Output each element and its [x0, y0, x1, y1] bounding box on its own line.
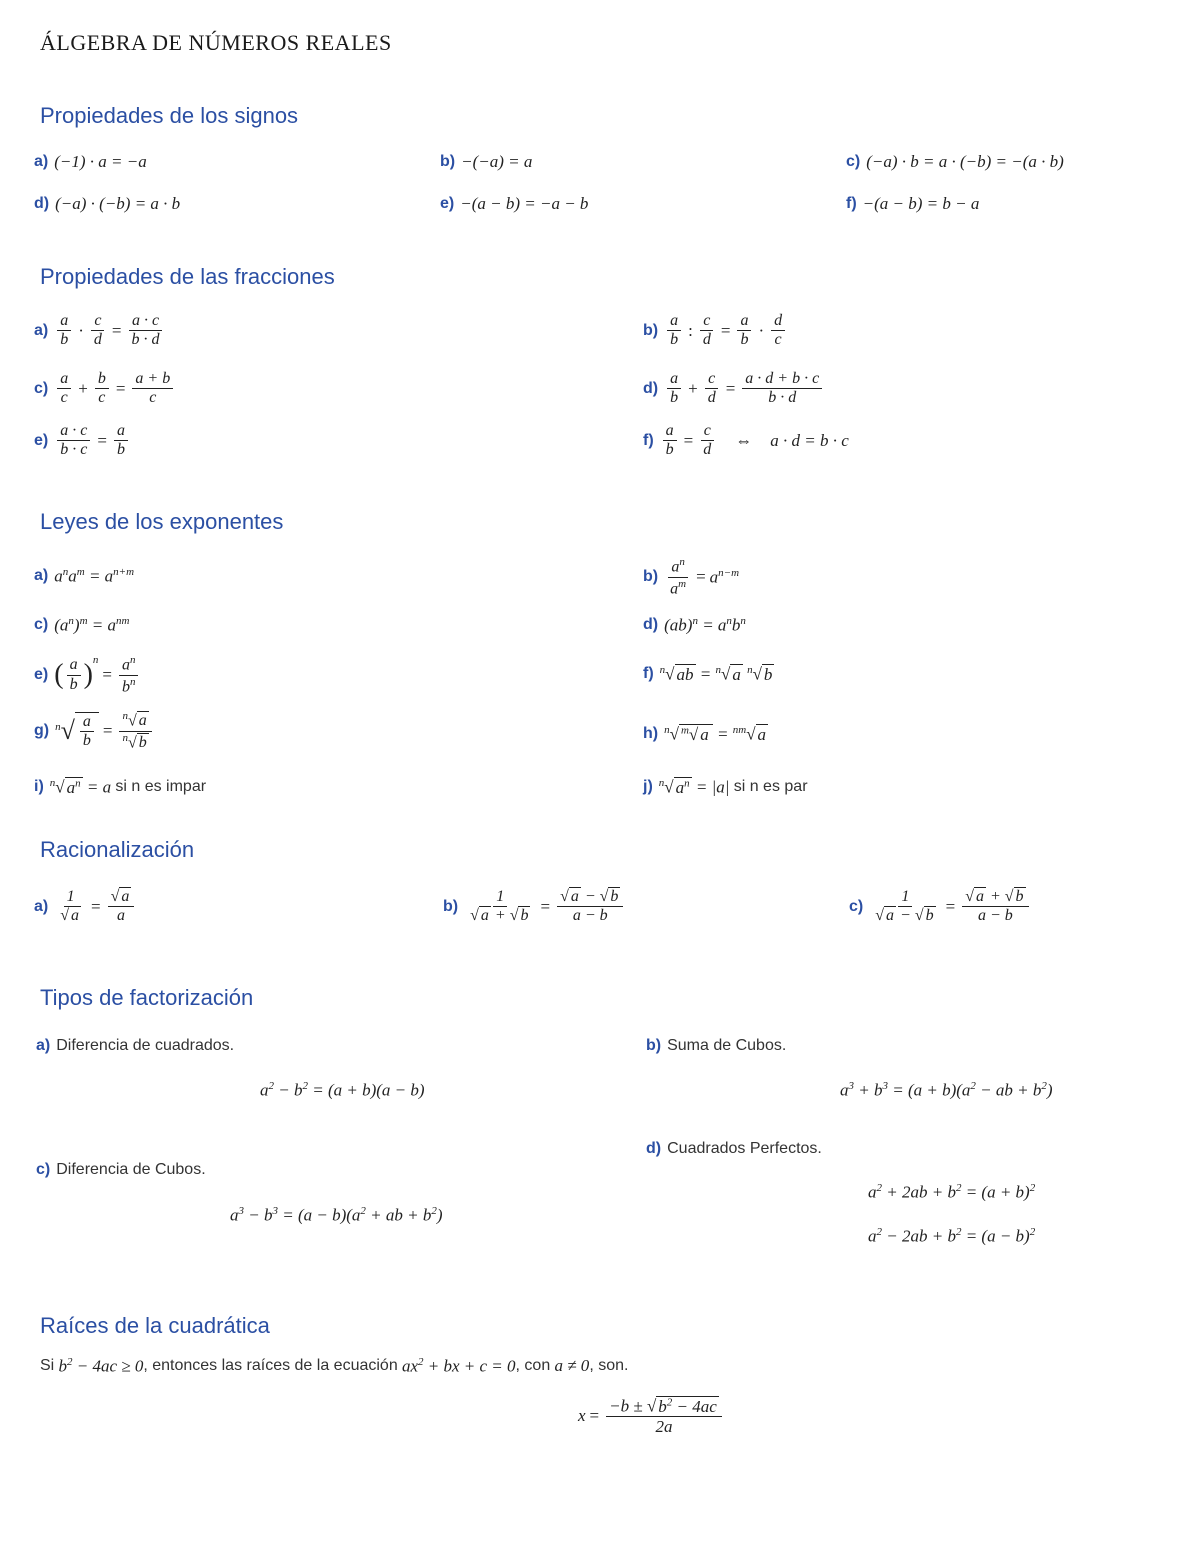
- formula-cuadrado-perfecto-resta: $a^2 - 2ab + b^2 = (a - b)^2$: [868, 1226, 1036, 1246]
- item-expression: (−1) · a = −a: [54, 152, 147, 171]
- exponentes-item-a: a) $a^na^m = a^{n+m}$: [34, 566, 135, 586]
- fracciones-item-a: a) $\frac{a}{b}$ · $\frac{c}{d}$ = $\frac{a \cdot c}{b \cdot d}$: [34, 312, 166, 350]
- racionalizacion-item-b: b) $\frac{1}{√ a + √ b}$ = $\frac{√ a - √ b}{a - b}$: [443, 888, 626, 926]
- item-label: h): [643, 725, 659, 743]
- exponentes-item-c: c) $(a^n)^m = a^{nm}$: [34, 615, 130, 635]
- item-label: c): [849, 897, 864, 915]
- item-expression: −(a − b) = b − a: [862, 194, 980, 213]
- signos-item-a: [34, 152, 147, 172]
- factorizacion-item-a: [36, 1037, 234, 1055]
- exponentes-item-e: e) ( $\frac{a}{b}$ ) $^n$ = $\frac{a^n}{b^n}$: [34, 654, 141, 696]
- item-expression: (−a) · b = a · (−b) = −(a · b): [866, 152, 1064, 171]
- document-title: ÁLGEBRA DE NÚMEROS REALES: [40, 30, 392, 55]
- exponentes-item-d: d) $(ab)^n = a^nb^n$: [643, 615, 746, 635]
- item-label: c): [846, 153, 861, 170]
- exponentes-item-j: j) $^n$√ $a^n = |a|$ si n es par: [643, 777, 808, 797]
- item-label: a): [34, 567, 49, 585]
- condition-text: si n es par: [733, 778, 808, 796]
- item-name: Suma de Cubos.: [667, 1037, 787, 1054]
- item-expression: −(−a) = a: [461, 152, 533, 171]
- formula-suma-cubos: $a^3 + b^3 = (a + b)(a^2$ − ab + $b^2$): [840, 1080, 1053, 1100]
- item-label: c): [36, 1161, 51, 1178]
- fraction: $\frac{c}{d}$: [91, 312, 105, 350]
- signos-item-d: [34, 194, 180, 214]
- fracciones-item-f: f) $\frac{a}{b}$ = $\frac{c}{d}$ ⇔ a · d = b · c: [643, 422, 849, 459]
- item-label: e): [440, 195, 455, 212]
- signos-item-c: [846, 152, 1064, 172]
- item-label: b): [646, 1037, 662, 1054]
- item-label: b): [443, 897, 459, 915]
- formula-diferencia-cubos: $a^3 - b^3 = (a - b)(a^2$ + ab + $b^2$): [230, 1205, 443, 1225]
- exponentes-item-f: f) $^n$√ ab = $^n$√ a $^n$√ b: [643, 664, 773, 684]
- item-label: b): [440, 153, 456, 170]
- signos-item-f: [846, 194, 979, 214]
- item-label: b): [643, 321, 659, 339]
- section-title-cuadratica: Raíces de la cuadrática: [40, 1313, 270, 1338]
- fracciones-item-c: c) $\frac{a}{c}$ + $\frac{b}{c}$ = $\frac{a + b}{c}$: [34, 370, 176, 408]
- item-label: b): [643, 568, 659, 586]
- formula-cuadrado-perfecto-suma: $a^2 + 2ab + b^2 = (a + b)^2$: [868, 1182, 1036, 1202]
- item-label: a): [34, 153, 49, 170]
- formula-diferencia-cuadrados: $a^2 - b^2 = (a + b)(a - b)$: [260, 1080, 425, 1100]
- exponentes-item-b: b) $\frac{a^n}{a^m}$ = $a^{n-m}$: [643, 556, 740, 598]
- item-expression: (−a) · (−b) = a · b: [55, 194, 181, 213]
- formula-cuadratica: x = $\frac{-b \pm √ b^2 - 4ac}{2a}$: [578, 1396, 725, 1437]
- item-label: e): [34, 431, 49, 449]
- exponentes-item-g: g) $^n$ √ $\frac{a}{b}$ = $\frac{^n√ a}{^n√ b}$: [34, 710, 155, 752]
- item-label: e): [34, 666, 49, 684]
- cuadratica-intro: Si $b^2 - 4ac \ge 0$ , entonces las raíces de la ecuación $ax^2$ + bx + c = 0 , con a ≠ 0 , son.: [40, 1356, 629, 1376]
- item-label: a): [36, 1037, 51, 1054]
- section-title-racionalizacion: Racionalización: [40, 837, 195, 862]
- item-label: i): [34, 778, 44, 796]
- item-label: d): [643, 379, 659, 397]
- section-title-factorizacion: Tipos de factorización: [40, 985, 254, 1010]
- item-label: f): [643, 431, 654, 449]
- item-name: Cuadrados Perfectos.: [667, 1140, 822, 1157]
- fraction: $\frac{a \cdot c}{b \cdot d}$: [129, 312, 163, 350]
- item-label: g): [34, 722, 50, 740]
- factorizacion-item-c: [36, 1161, 206, 1179]
- section-title-signos: Propiedades de los signos: [40, 103, 299, 128]
- factorizacion-item-d: [646, 1140, 822, 1158]
- fracciones-item-b: b) $\frac{a}{b}$ : $\frac{c}{d}$ = $\frac{a}{b}$ · $\frac{d}{c}$: [643, 312, 788, 350]
- signos-item-b: [440, 152, 532, 172]
- item-name: Diferencia de cuadrados.: [56, 1037, 235, 1054]
- item-label: d): [643, 616, 659, 634]
- section-title-fracciones: Propiedades de las fracciones: [40, 264, 335, 289]
- racionalizacion-item-c: c) $\frac{1}{√ a - √ b}$ = $\frac{√ a + √ b}{a - b}$: [849, 888, 1032, 926]
- condition-text: si n es impar: [115, 778, 207, 796]
- item-label: f): [846, 195, 857, 212]
- item-label: d): [34, 195, 50, 212]
- fracciones-item-e: e) $\frac{a \cdot c}{b \cdot c}$ = $\frac{a}{b}$: [34, 422, 131, 460]
- item-label: c): [34, 379, 49, 397]
- item-label: d): [646, 1140, 662, 1157]
- exponentes-item-h: h) $^n$√ $^m$√ a = $^{nm}$√ a: [643, 724, 767, 744]
- signos-item-e: [440, 194, 588, 214]
- section-title-exponentes: Leyes de los exponentes: [40, 509, 284, 534]
- racionalizacion-item-a: a) $\frac{1}{√ a}$ = $\frac{√ a}{a}$: [34, 888, 137, 926]
- item-label: c): [34, 616, 49, 634]
- factorizacion-item-b: [646, 1037, 786, 1055]
- item-name: Diferencia de Cubos.: [56, 1161, 206, 1178]
- item-label: a): [34, 897, 49, 915]
- fracciones-item-d: d) $\frac{a}{b}$ + $\frac{c}{d}$ = $\frac{a \cdot d + b \cdot c}{b \cdot d}$: [643, 370, 825, 408]
- item-expression: −(a − b) = −a − b: [460, 194, 589, 213]
- fraction: $\frac{a}{b}$: [57, 312, 71, 350]
- item-label: j): [643, 778, 653, 796]
- item-label: a): [34, 321, 49, 339]
- exponentes-item-i: i) $^n$√ $a^n = a$ si n es impar: [34, 777, 207, 797]
- item-label: f): [643, 665, 654, 683]
